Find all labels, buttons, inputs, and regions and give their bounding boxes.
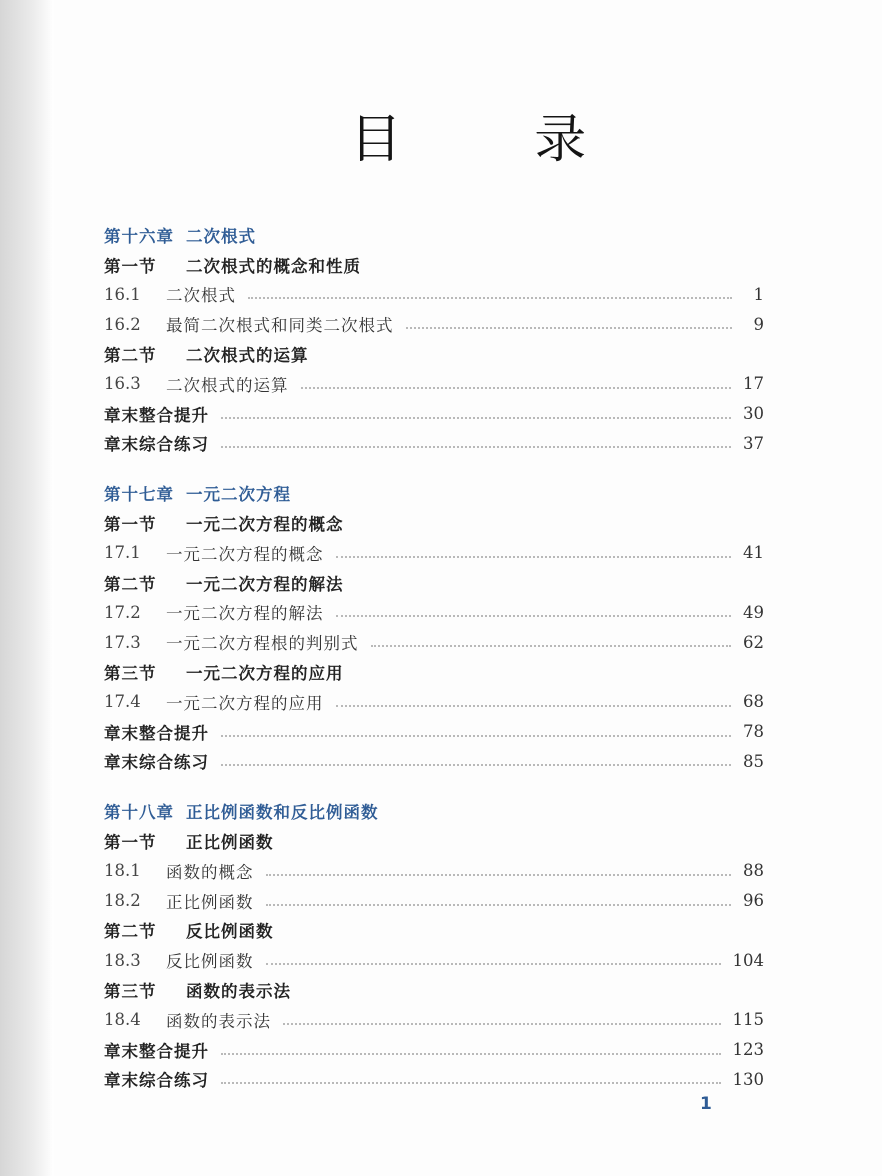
toc-summary-entry[interactable] xyxy=(104,1065,764,1095)
dot-leader xyxy=(221,446,731,448)
section-label: 第二节 xyxy=(104,574,157,594)
section-label: 第二节 xyxy=(104,346,157,366)
dot-leader xyxy=(336,705,732,707)
entry-page: 37 xyxy=(743,433,764,453)
section-title: 函数的表示法 xyxy=(186,982,291,1002)
summary-title: 章末整合提升 xyxy=(104,1041,209,1061)
entry-page: 85 xyxy=(743,751,764,771)
entry-number: 17.4 xyxy=(104,692,141,712)
dot-leader xyxy=(266,874,732,876)
section-heading[interactable] xyxy=(104,916,764,946)
entry-number: 17.2 xyxy=(104,602,141,622)
dot-leader xyxy=(406,327,733,329)
section-label: 第三节 xyxy=(104,664,157,684)
entry-number: 17.1 xyxy=(104,543,141,563)
toc-summary-entry[interactable] xyxy=(104,399,764,429)
entry-title: 函数的概念 xyxy=(166,862,254,882)
section-label: 第一节 xyxy=(104,833,157,853)
chapter-heading[interactable] xyxy=(104,478,764,508)
entry-title: 一元二次方程根的判别式 xyxy=(166,634,359,654)
toc-entry[interactable] xyxy=(104,369,764,399)
section-heading[interactable] xyxy=(104,657,764,687)
entry-page: 130 xyxy=(732,1069,764,1089)
toc-entry[interactable] xyxy=(104,687,764,717)
summary-title: 章末综合练习 xyxy=(104,435,209,455)
section-label: 第二节 xyxy=(104,922,157,942)
section-label: 第三节 xyxy=(104,982,157,1002)
toc-entry[interactable] xyxy=(104,945,764,975)
dot-leader xyxy=(221,735,731,737)
entry-page: 49 xyxy=(743,602,764,622)
page-number: 1 xyxy=(700,1094,712,1114)
section-title: 一元二次方程的解法 xyxy=(186,574,344,594)
book-gutter-shadow xyxy=(0,0,54,1176)
chapter-title: 二次根式 xyxy=(186,226,256,246)
section-heading[interactable] xyxy=(104,250,764,280)
toc-entry[interactable] xyxy=(104,856,764,886)
entry-title: 函数的表示法 xyxy=(166,1011,271,1031)
entry-number: 18.3 xyxy=(104,950,141,970)
section-title: 一元二次方程的概念 xyxy=(186,515,344,535)
section-title: 二次根式的概念和性质 xyxy=(186,256,361,276)
entry-title: 一元二次方程的概念 xyxy=(166,544,324,564)
table-of-contents xyxy=(104,220,764,1094)
toc-summary-entry[interactable] xyxy=(104,429,764,459)
entry-number: 18.4 xyxy=(104,1010,141,1030)
entry-number: 18.1 xyxy=(104,861,141,881)
section-heading[interactable] xyxy=(104,339,764,369)
toc-entry[interactable] xyxy=(104,309,764,339)
summary-title: 章末整合提升 xyxy=(104,405,209,425)
entry-title: 最简二次根式和同类二次根式 xyxy=(166,316,394,336)
chapter-heading[interactable] xyxy=(104,796,764,826)
dot-leader xyxy=(221,417,731,419)
entry-page: 68 xyxy=(743,692,764,712)
section-title: 反比例函数 xyxy=(186,922,274,942)
chapter-label: 第十八章 xyxy=(104,803,174,823)
toc-entry[interactable] xyxy=(104,598,764,628)
entry-page: 96 xyxy=(743,891,764,911)
toc-summary-entry[interactable] xyxy=(104,747,764,777)
toc-entry[interactable] xyxy=(104,886,764,916)
chapter-title: 正比例函数和反比例函数 xyxy=(186,803,379,823)
section-title: 一元二次方程的应用 xyxy=(186,664,344,684)
dot-leader xyxy=(336,615,732,617)
section-label: 第一节 xyxy=(104,515,157,535)
entry-page: 88 xyxy=(743,861,764,881)
entry-page: 104 xyxy=(732,950,764,970)
section-heading[interactable] xyxy=(104,568,764,598)
entry-page: 1 xyxy=(753,284,764,304)
entry-number: 18.2 xyxy=(104,891,141,911)
dot-leader xyxy=(248,297,732,299)
entry-title: 一元二次方程的应用 xyxy=(166,693,324,713)
toc-summary-entry[interactable] xyxy=(104,717,764,747)
toc-summary-entry[interactable] xyxy=(104,1035,764,1065)
entry-page: 62 xyxy=(743,632,764,652)
summary-title: 章末综合练习 xyxy=(104,1071,209,1091)
section-title: 二次根式的运算 xyxy=(186,346,309,366)
dot-leader xyxy=(266,904,732,906)
summary-title: 章末整合提升 xyxy=(104,723,209,743)
chapter-label: 第十七章 xyxy=(104,485,174,505)
dot-leader xyxy=(283,1023,721,1025)
section-heading[interactable] xyxy=(104,508,764,538)
entry-number: 16.2 xyxy=(104,314,141,334)
dot-leader xyxy=(371,645,732,647)
entry-page: 17 xyxy=(743,374,764,394)
entry-page: 41 xyxy=(743,543,764,563)
entry-page: 123 xyxy=(732,1040,764,1060)
chapter-heading[interactable] xyxy=(104,220,764,250)
entry-title: 正比例函数 xyxy=(166,892,254,912)
dot-leader xyxy=(221,1053,721,1055)
entry-title: 一元二次方程的解法 xyxy=(166,604,324,624)
entry-page: 30 xyxy=(743,404,764,424)
toc-entry[interactable] xyxy=(104,538,764,568)
entry-title: 二次根式的运算 xyxy=(166,375,289,395)
dot-leader xyxy=(266,963,721,965)
entry-number: 17.3 xyxy=(104,632,141,652)
section-label: 第一节 xyxy=(104,256,157,276)
entry-page: 9 xyxy=(753,314,764,334)
entry-page: 115 xyxy=(732,1010,764,1030)
entry-title: 二次根式 xyxy=(166,286,236,306)
entry-page: 78 xyxy=(743,722,764,742)
chapter-label: 第十六章 xyxy=(104,226,174,246)
dot-leader xyxy=(221,764,731,766)
book-page xyxy=(54,0,882,1176)
chapter-title: 一元二次方程 xyxy=(186,485,291,505)
page-title: 目 录 xyxy=(349,110,645,170)
section-heading[interactable] xyxy=(104,975,764,1005)
summary-title: 章末综合练习 xyxy=(104,753,209,773)
section-heading[interactable] xyxy=(104,826,764,856)
toc-entry[interactable] xyxy=(104,280,764,310)
section-title: 正比例函数 xyxy=(186,833,274,853)
entry-number: 16.3 xyxy=(104,374,141,394)
dot-leader xyxy=(301,387,732,389)
dot-leader xyxy=(221,1082,721,1084)
dot-leader xyxy=(336,556,732,558)
entry-number: 16.1 xyxy=(104,284,141,304)
toc-entry[interactable] xyxy=(104,627,764,657)
toc-entry[interactable] xyxy=(104,1005,764,1035)
entry-title: 反比例函数 xyxy=(166,952,254,972)
